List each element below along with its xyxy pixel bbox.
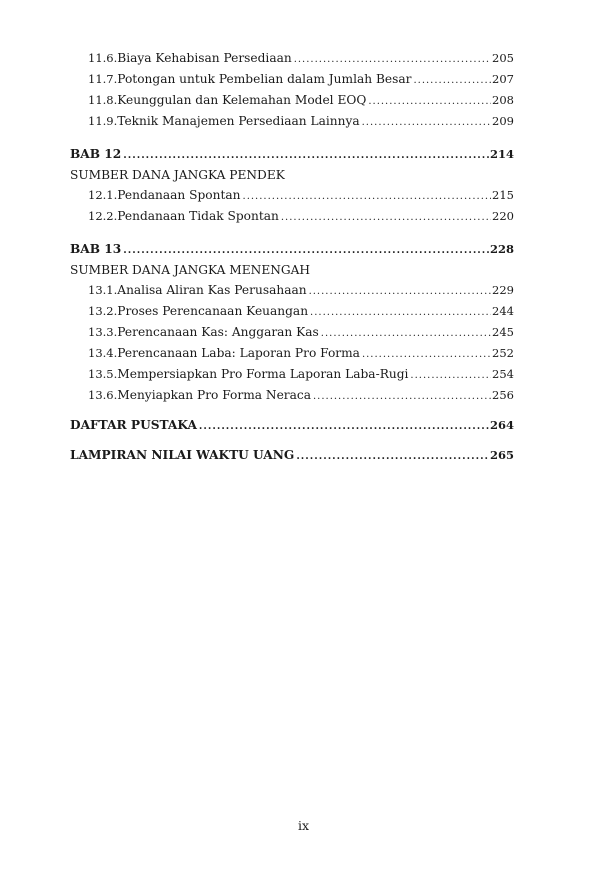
toc-entry-11-7[interactable] [70,69,514,90]
spacer [70,227,514,239]
entry-title: Proses Perencanaan Keuangan [117,304,309,318]
dot-leader [368,91,491,112]
dot-leader [362,112,491,133]
chapter-label: BAB 13 [70,242,122,256]
entry-title: Biaya Kehabisan Persediaan [117,51,292,65]
dot-leader [313,386,491,407]
toc-entry-11-9[interactable] [70,111,514,132]
entry-number: 11.8. [88,93,118,107]
entry-number: 13.1. [88,283,118,297]
toc-lampiran[interactable] [70,445,514,466]
entry-page: 229 [492,283,514,297]
entry-number: 12.2. [88,209,118,223]
entry-page: 209 [492,114,514,128]
entry-number: 11.9. [88,114,118,128]
toc-entry-13-2[interactable] [70,301,514,322]
entry-number: 11.7. [88,72,118,86]
entry-page: 205 [492,51,514,65]
chapter-page: 228 [489,242,514,256]
entry-page: 208 [492,93,514,107]
toc-entry-13-3[interactable] [70,322,514,343]
toc-entry-13-5[interactable] [70,364,514,385]
page-number: ix [297,818,310,833]
spacer [70,436,514,445]
chapter-subtitle: SUMBER DANA JANGKA PENDEK [70,168,285,182]
chapter-label: LAMPIRAN NILAI WAKTU UANG [70,448,295,462]
dot-leader [321,323,491,344]
dot-leader [413,70,491,91]
chapter-label: BAB 12 [70,147,122,161]
entry-title: Perencanaan Kas: Anggaran Kas [117,325,319,339]
table-of-contents [70,48,514,466]
entry-number: 13.3. [88,325,118,339]
dot-leader [281,207,491,228]
entry-title: Menyiapkan Pro Forma Neraca [117,388,311,402]
chapter-label: DAFTAR PUSTAKA [70,418,197,432]
entry-page: 254 [492,367,514,381]
dot-leader [243,186,492,207]
entry-number: 11.6. [88,51,118,65]
dot-leader [123,145,489,166]
entry-title: Perencanaan Laba: Laporan Pro Forma [117,346,360,360]
entry-page: 252 [492,346,514,360]
entry-title: Pendanaan Tidak Spontan [117,209,279,223]
toc-entry-13-6[interactable] [70,385,514,406]
entry-number: 13.5. [88,367,118,381]
entry-number: 12.1. [88,188,118,202]
dot-leader [410,365,491,386]
toc-daftar-pustaka[interactable] [70,415,514,436]
entry-page: 220 [492,209,514,223]
spacer [70,406,514,415]
chapter-page: 214 [489,147,514,161]
entry-title: Potongan untuk Pembelian dalam Jumlah Besar [117,72,412,86]
entry-title: Pendanaan Spontan [117,188,241,202]
entry-number: 13.2. [88,304,118,318]
entry-title: Analisa Aliran Kas Perusahaan [117,283,307,297]
toc-entry-12-2[interactable] [70,206,514,227]
entry-title: Keunggulan dan Kelemahan Model EOQ [117,93,367,107]
dot-leader [123,240,489,261]
dot-leader [296,446,489,467]
toc-entry-13-1[interactable] [70,280,514,301]
dot-leader [309,281,491,302]
entry-number: 13.6. [88,388,118,402]
toc-entry-12-1[interactable] [70,185,514,206]
toc-entry-11-6[interactable] [70,48,514,69]
dot-leader [310,302,491,323]
dot-leader [294,49,491,70]
entry-page: 244 [492,304,514,318]
spacer [70,132,514,144]
chapter-subtitle: SUMBER DANA JANGKA MENENGAH [70,263,311,277]
chapter-page: 265 [489,448,514,462]
chapter-page: 264 [489,418,514,432]
toc-chapter-12[interactable] [70,144,514,165]
entry-page: 245 [492,325,514,339]
entry-page: 256 [492,388,514,402]
entry-page: 207 [492,72,514,86]
entry-title: Teknik Manajemen Persediaan Lainnya [117,114,360,128]
entry-number: 13.4. [88,346,118,360]
dot-leader [362,344,491,365]
toc-entry-11-8[interactable] [70,90,514,111]
toc-chapter-13[interactable] [70,239,514,260]
entry-page: 215 [492,188,514,202]
toc-entry-13-4[interactable] [70,343,514,364]
dot-leader [199,416,489,437]
entry-title: Mempersiapkan Pro Forma Laporan Laba-Rugi [117,367,409,381]
